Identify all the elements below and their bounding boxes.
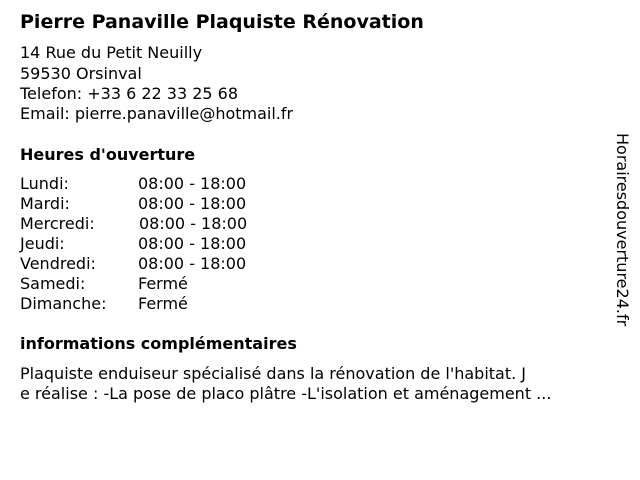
hours-day-monday: Lundi: (20, 174, 69, 193)
additional-info-line-2: e réalise : -La pose de placo plâtre -L'isolation et aménagement ... (20, 384, 552, 403)
hours-day-friday: Vendredi: (20, 254, 96, 273)
hours-day-saturday: Samedi: (20, 274, 86, 293)
hours-time-tuesday: 08:00 - 18:00 (138, 194, 247, 213)
hours-day-thursday: Jeudi: (20, 234, 65, 253)
site-watermark: Horairesdouverture24.fr (613, 133, 632, 327)
address-city: 59530 Orsinval (20, 64, 142, 83)
opening-hours-heading: Heures d'ouverture (20, 145, 196, 164)
hours-day-wednesday: Mercredi: (20, 214, 95, 233)
phone-number: Telefon: +33 6 22 33 25 68 (20, 84, 239, 103)
hours-time-sunday: Fermé (138, 294, 188, 313)
hours-time-thursday: 08:00 - 18:00 (138, 234, 247, 253)
business-name: Pierre Panaville Plaquiste Rénovation (20, 11, 424, 33)
hours-time-friday: 08:00 - 18:00 (138, 254, 247, 273)
hours-day-tuesday: Mardi: (20, 194, 70, 213)
email-address: Email: pierre.panaville@hotmail.fr (20, 104, 294, 123)
additional-info-heading: informations complémentaires (20, 334, 297, 353)
hours-day-sunday: Dimanche: (20, 294, 107, 313)
hours-time-saturday: Fermé (138, 274, 188, 293)
hours-time-monday: 08:00 - 18:00 (138, 174, 247, 193)
address-street: 14 Rue du Petit Neuilly (20, 43, 203, 62)
hours-time-wednesday: 08:00 - 18:00 (139, 214, 248, 233)
additional-info-line-1: Plaquiste enduiseur spécialisé dans la rénovation de l'habitat. J (20, 364, 527, 383)
